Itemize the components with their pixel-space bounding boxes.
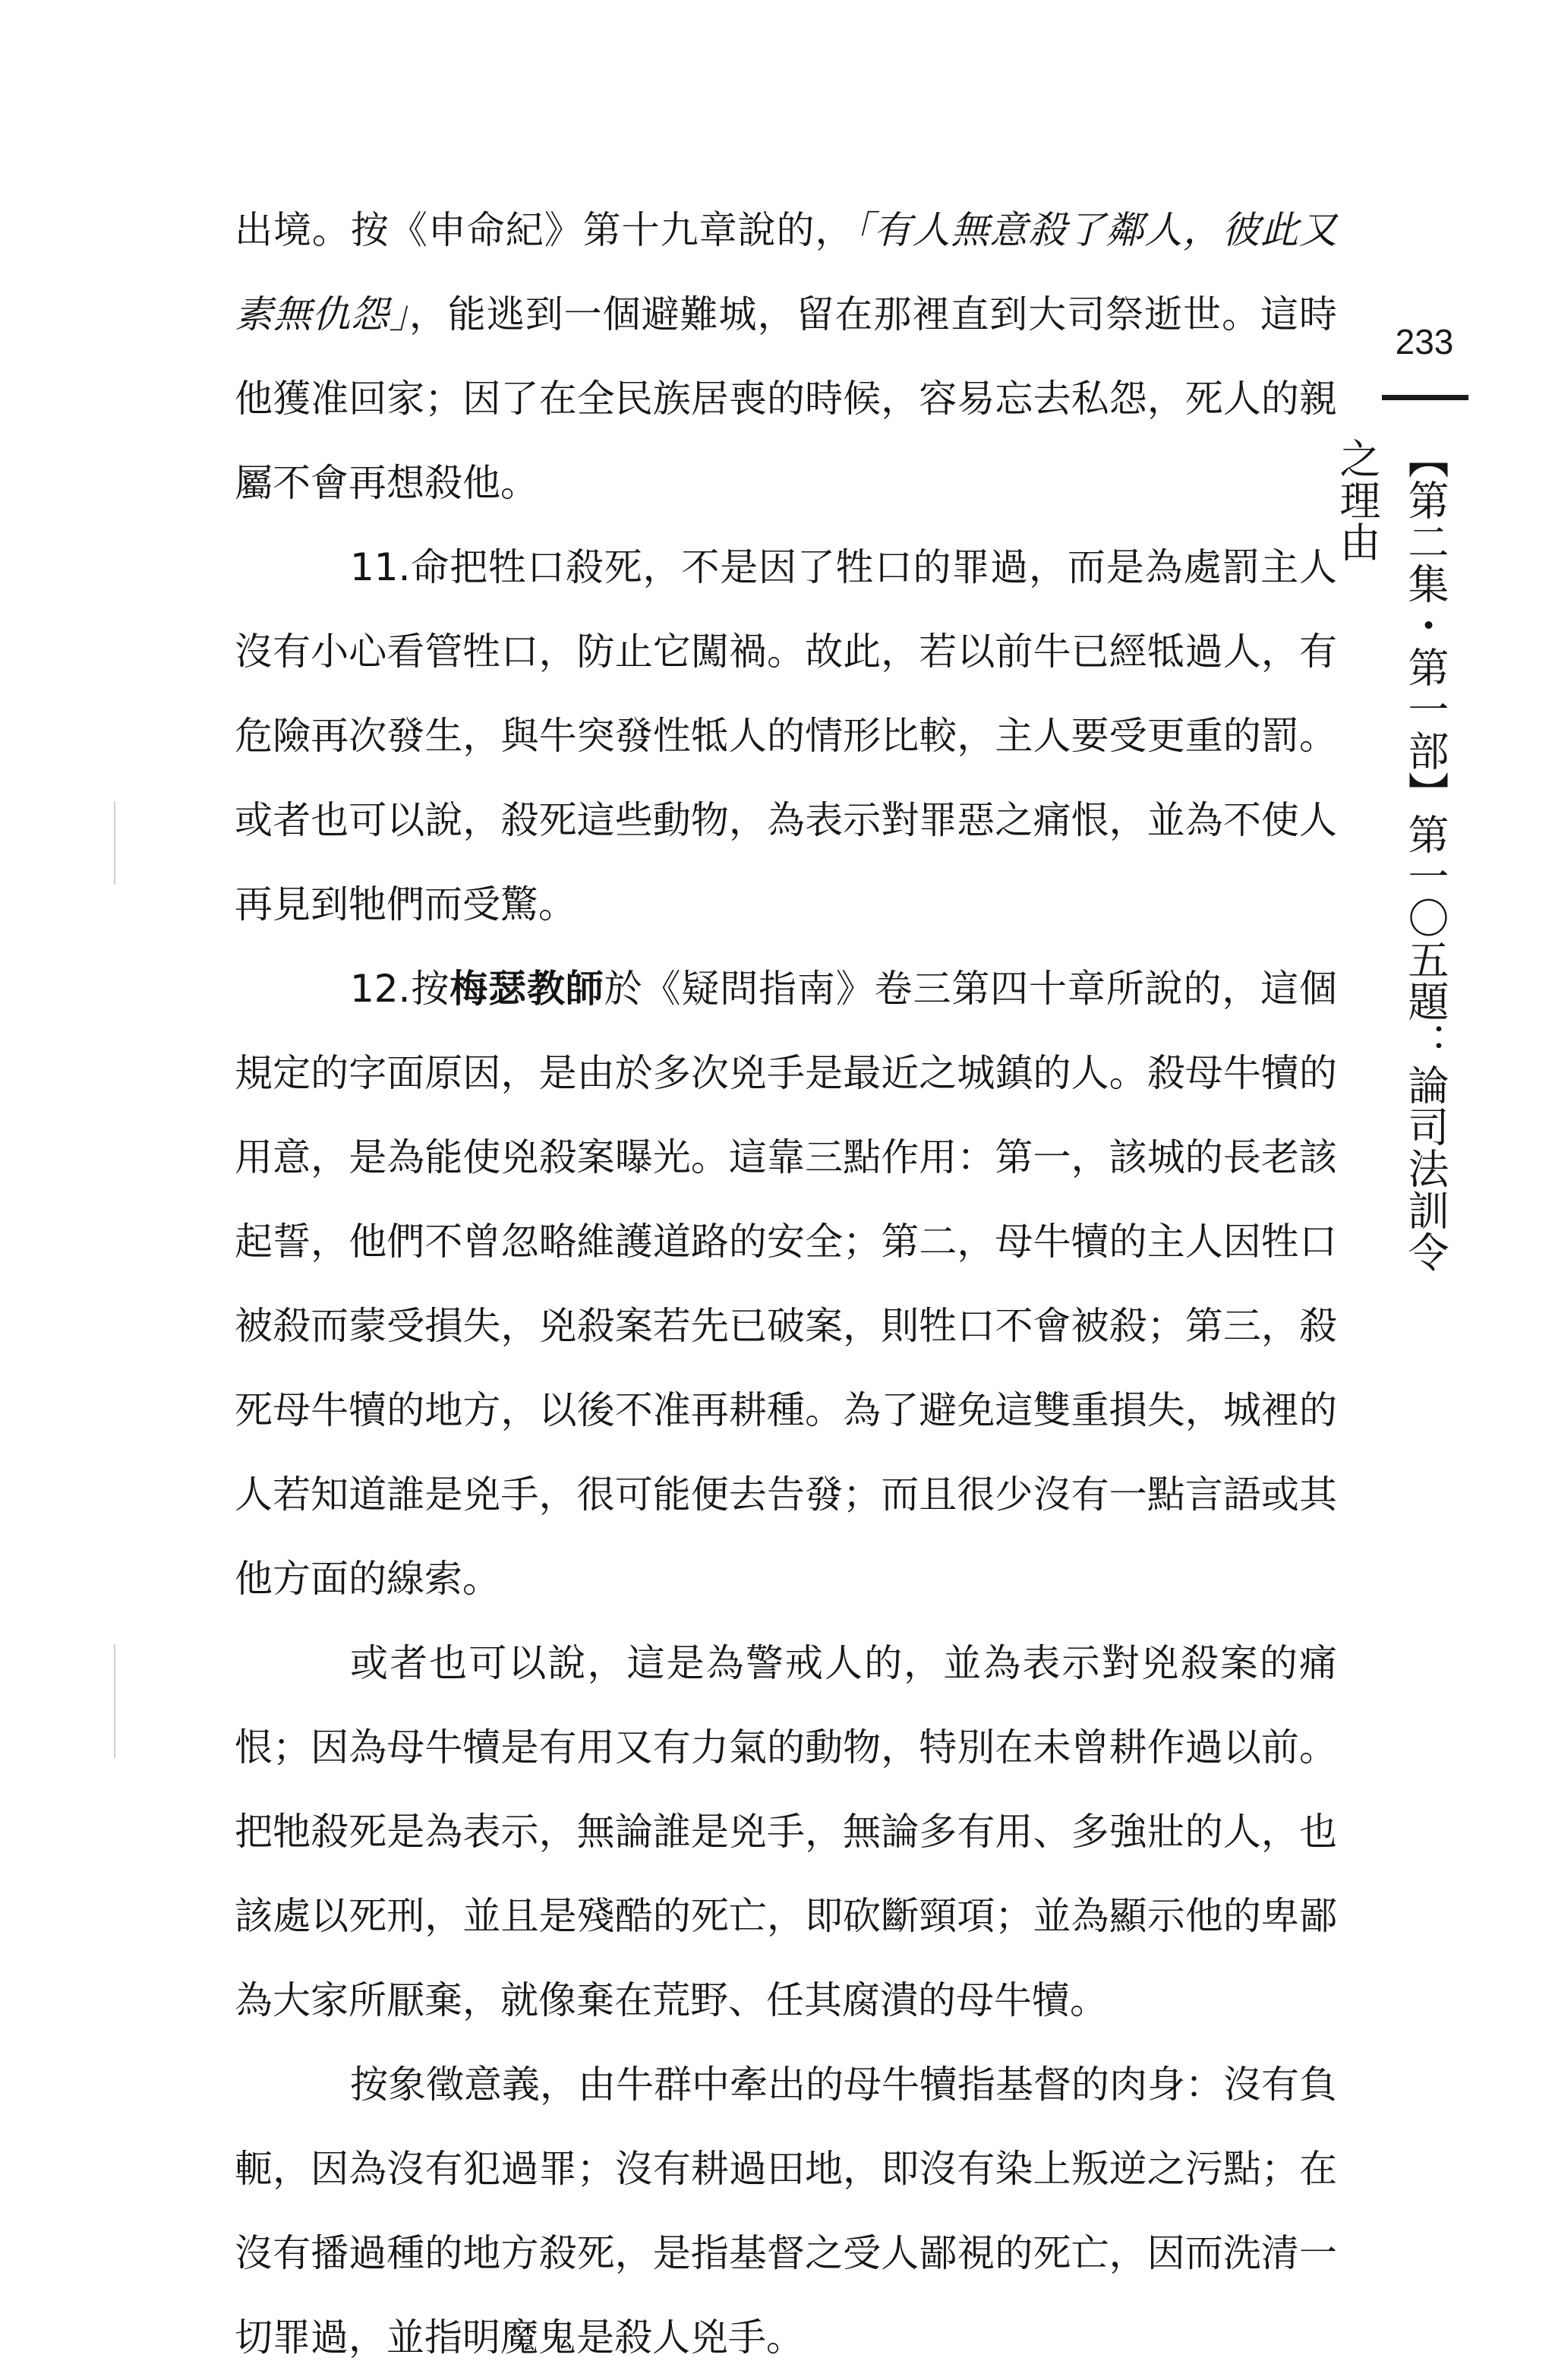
scan-margin-line [114,1644,115,1758]
author-name: 梅瑟教師 [449,967,604,1011]
scan-margin-line [114,801,115,885]
paragraph-alternative-reason [235,1621,1337,2043]
paragraph-symbolic-meaning [235,2043,1337,2380]
running-head: 【第二集・第一部】第一〇五題：論司法訓令之理由 [1333,437,1449,1273]
page-number: 233 [1395,322,1454,361]
paragraph-continuation [235,188,1337,526]
text-segment: 11.命把牲口殺死，不是因了牲口的罪過，而是為處罰主人沒有小心看管牲口，防止它闖禍。故此，若以前牛已經牴過人，有危險再次發生，與牛突發性牴人的情形比較，主人要受更重的罰。或者也可以說，殺死這些動物，為表示對罪惡之痛恨，並為不使人再見到牠們而受驚。 [235,545,1337,926]
text-segment: 或者也可以說，這是為警戒人的，並為表示對兇殺案的痛恨；因為母牛犢是有用又有力氣的動物，特別在未曾耕作過以前。把牠殺死是為表示，無論誰是兇手，無論多有用、多強壯的人，也該處以死刑，並且是殘酷的死亡，即砍斷頸項；並為顯示他的卑鄙為大家所厭棄，就像棄在荒野、任其腐潰的母牛犢。 [235,1641,1337,2022]
running-head-rule [1382,395,1468,400]
paragraph-item-12 [235,947,1337,1621]
text-segment: 按象徵意義，由牛群中牽出的母牛犢指基督的肉身：沒有負軛，因為沒有犯過罪；沒有耕過田地，即沒有染上叛逆之污點；在沒有播過種的地方殺死，是指基督之受人鄙視的死亡，因而洗清一切罪過，並指明魔鬼是殺人兇手。 [235,2063,1337,2359]
body-text [235,188,1337,2380]
text-segment: ，能逃到一個避難城，留在那裡直到大司祭逝世。這時他獲准回家；因了在全民族居喪的時候，容易忘去私怨，死人的親屬不會再想殺他。 [235,292,1338,505]
paragraph-item-11 [235,526,1337,947]
scripture-quote: 「有人無意殺了鄰人，彼此又素無仇怨」 [235,208,1338,336]
text-segment: 於《疑問指南》卷三第四十章所說的，這個規定的字面原因，是由於多次兇手是最近之城鎮的人。殺母牛犢的用意，是為能使兇殺案曝光。這靠三點作用：第一，該城的長老該起誓，他們不曾忽略維護道路的安全；第二，母牛犢的主人因牲口被殺而蒙受損失，兇殺案若先已破案，則牲口不會被殺；第三，殺死母牛犢的地方，以後不准再耕種。為了避免這雙重損失，城裡的人若知道誰是兇手，很可能便去告發；而且很少沒有一點言語或其他方面的線索。 [235,967,1338,1601]
text-segment: 12.按 [350,967,450,1011]
text-segment: 出境。按《申命紀》第十九章說的， [235,208,854,252]
